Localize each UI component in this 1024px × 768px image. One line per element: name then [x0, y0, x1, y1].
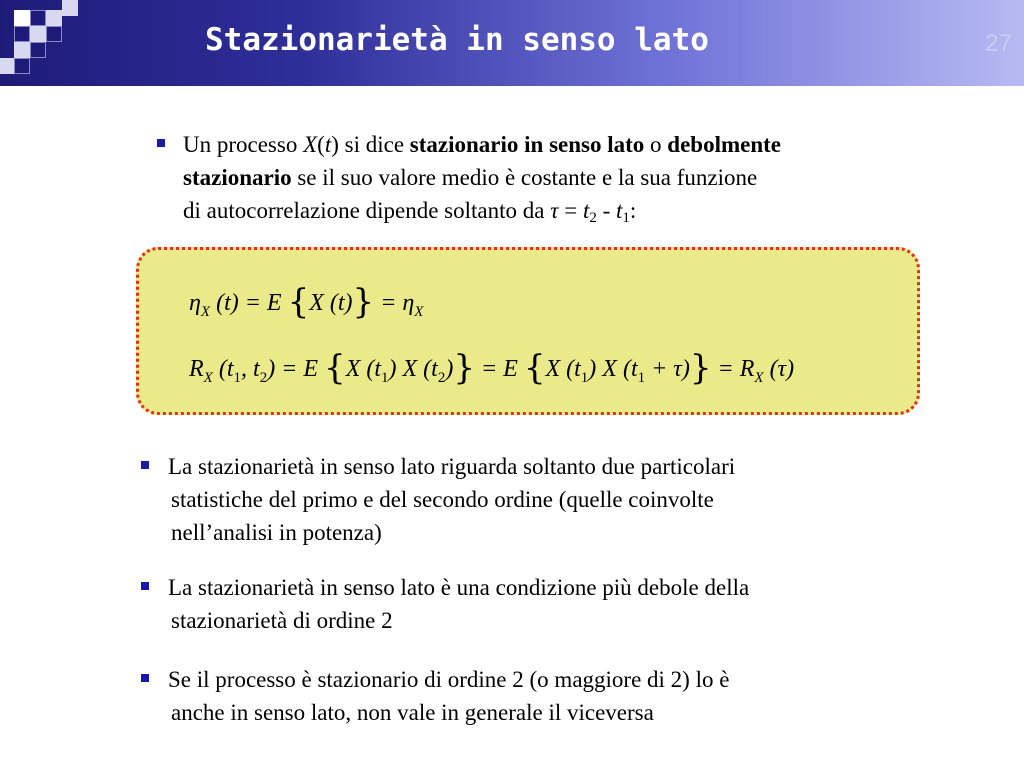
equation-box: [136, 247, 920, 415]
slide-title: Stazionarietà in senso lato: [205, 22, 709, 58]
bullet-marker-icon: [141, 582, 149, 590]
checker-logo-icon: [0, 0, 84, 86]
bullet-weaker-condition: [141, 571, 941, 637]
bullet-marker-icon: [157, 139, 165, 147]
bullet-line: La stazionarietà in senso lato riguarda soltanto due particolari: [168, 454, 736, 479]
bullet-marker-icon: [141, 461, 149, 469]
bullet-line: statistiche del primo e del secondo ordine (quelle coinvolte: [171, 487, 714, 512]
bullet-line: stazionarietà di ordine 2: [171, 608, 393, 633]
bullet-line: Un processo X(t) si dice stazionario in senso lato o debolmente: [183, 132, 781, 157]
bullet-line: La stazionarietà in senso lato è una condizione più debole della: [168, 575, 750, 600]
mean-equation: $\eta_X$ (t) = E {X $(t)\} = \eta_X$: [189, 282, 424, 322]
bullet-definition: [157, 128, 947, 235]
bullet-line: stazionario se il suo valore medio è costante e la sua funzione: [183, 165, 758, 190]
autocorrelation-equation: $R_X$ ($t_1$, $t_2) = E$ {X $(t_1)$ X $(t_2)\} = E$ {X $(t_1)$ X $(t_1 + \tau)\} = R_X$ (τ): [189, 348, 795, 388]
slide-header: [0, 0, 1024, 86]
bullet-line: anche in senso lato, non vale in generale il viceversa: [171, 700, 654, 725]
bullet-marker-icon: [141, 674, 149, 682]
bullet-line: di autocorrelazione dipende soltanto da $\tau = t_2 - t_1$:: [183, 198, 637, 226]
bullet-line: Se il processo è stazionario di ordine 2 (o maggiore di 2) lo è: [168, 667, 730, 692]
page-number: 27: [985, 30, 1012, 57]
bullet-order-two: [141, 663, 941, 729]
bullet-statistics: [141, 450, 941, 549]
bullet-line: nell’analisi in potenza): [171, 520, 382, 545]
